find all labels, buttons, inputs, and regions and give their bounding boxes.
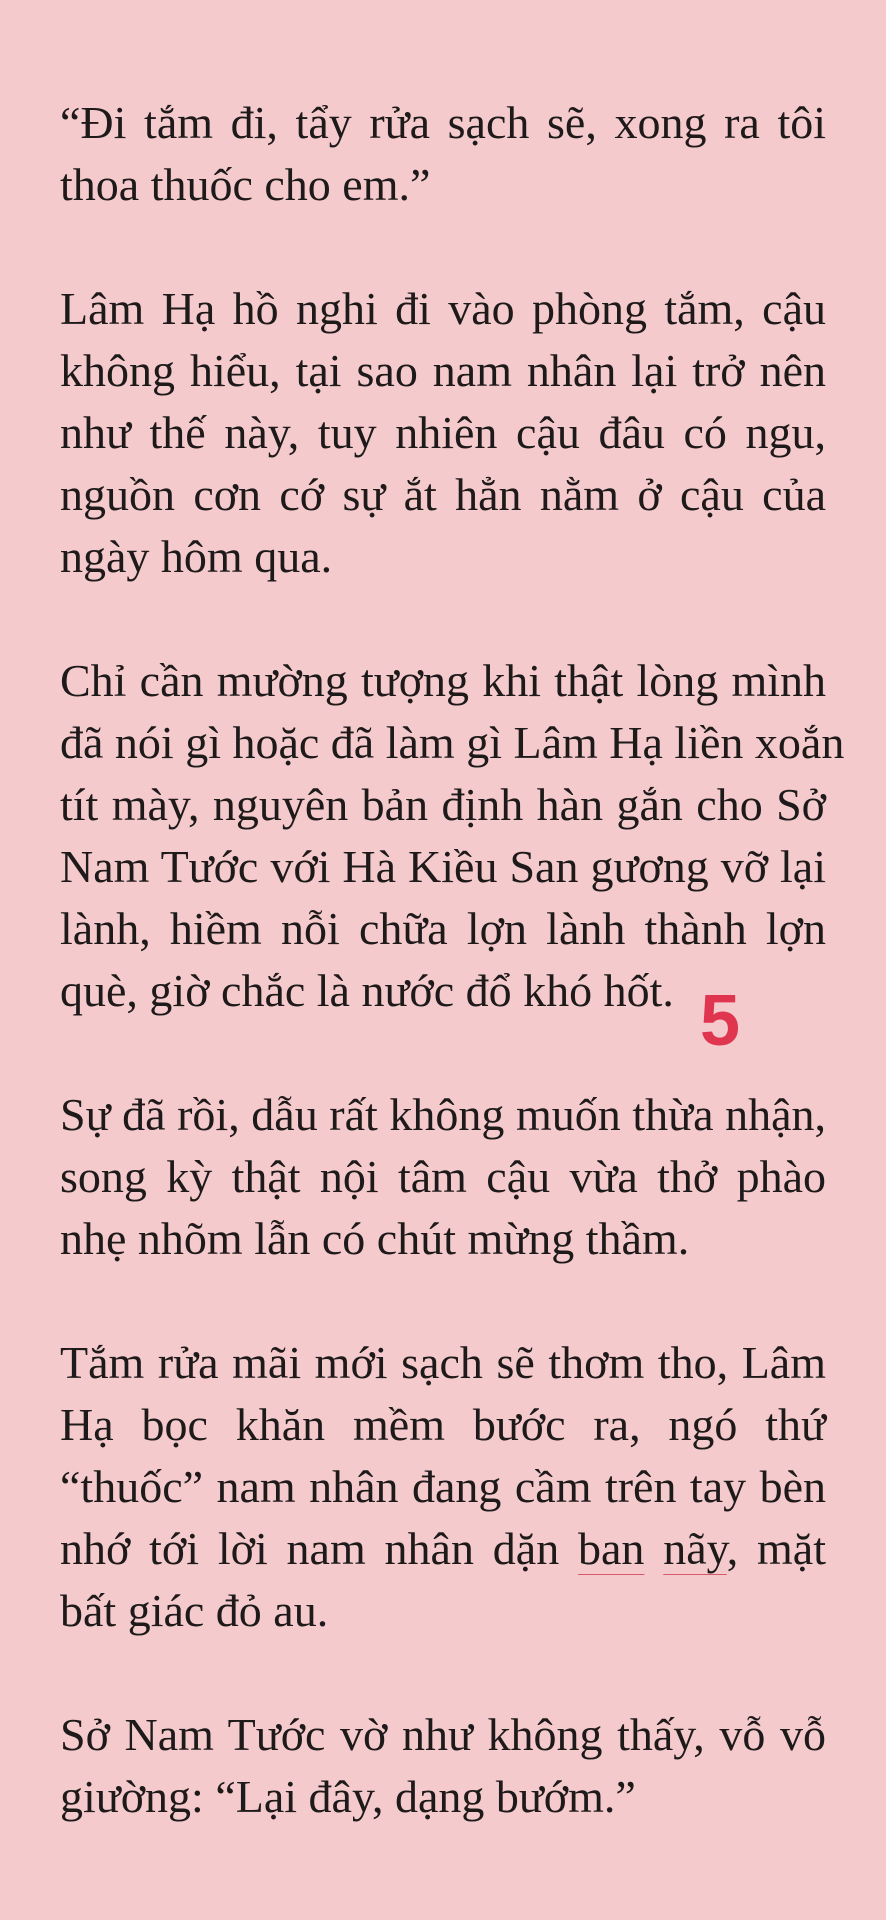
text-line: như thế này, tuy nhiên cậu đâu có ngu,: [60, 407, 826, 458]
paragraph-4: [60, 1084, 826, 1270]
text-line: đã nói gì hoặc đã làm gì Lâm Hạ liền xoắn: [60, 717, 845, 768]
paragraph-3: [60, 650, 845, 1022]
text-segment: , mặt: [726, 1523, 826, 1574]
text-line: tít mày, nguyên bản định hàn gắn cho Sở: [60, 779, 826, 830]
text-line-with-underlines: [60, 1518, 826, 1580]
text-segment: [644, 1523, 663, 1574]
text-line: Sự đã rồi, dẫu rất không muốn thừa nhận,: [60, 1089, 826, 1140]
paragraph-6: [60, 1704, 826, 1828]
paragraph-5: [60, 1332, 826, 1642]
text-line: nhẹ nhõm lẫn có chút mừng thầm.: [60, 1213, 690, 1264]
underlined-word: ban: [578, 1523, 645, 1574]
text-line: không hiểu, tại sao nam nhân lại trở nên: [60, 345, 826, 396]
paragraph-1: [60, 92, 826, 216]
text-segment: nhớ tới lời nam nhân dặn: [60, 1523, 579, 1574]
paragraph-2: [60, 278, 826, 588]
text-line: Sở Nam Tước vờ như không thấy, vỗ vỗ: [60, 1709, 826, 1760]
underlined-word: nãy: [663, 1523, 727, 1574]
text-line: què, giờ chắc là nước đổ khó hốt.: [60, 965, 674, 1016]
text-line: Nam Tước với Hà Kiều San gương vỡ lại: [60, 841, 826, 892]
text-line: thoa thuốc cho em.”: [60, 159, 431, 210]
text-line: song kỳ thật nội tâm cậu vừa thở phào: [60, 1151, 826, 1202]
text-line: giường: “Lại đây, dạng bướm.”: [60, 1771, 636, 1822]
page-number-marker: 5: [700, 981, 741, 1061]
text-line: ngày hôm qua.: [60, 531, 333, 582]
text-line: Tắm rửa mãi mới sạch sẽ thơm tho, Lâm: [60, 1337, 826, 1388]
text-line: Lâm Hạ hồ nghi đi vào phòng tắm, cậu: [60, 283, 826, 334]
text-line: “Đi tắm đi, tẩy rửa sạch sẽ, xong ra tôi: [60, 97, 826, 148]
text-line: bất giác đỏ au.: [60, 1585, 329, 1636]
text-line: Hạ bọc khăn mềm bước ra, ngó thứ: [60, 1399, 826, 1450]
text-line: “thuốc” nam nhân đang cầm trên tay bèn: [60, 1461, 826, 1512]
text-line: lành, hiềm nỗi chữa lợn lành thành lợn: [60, 903, 826, 954]
text-line: Chỉ cần mường tượng khi thật lòng mình: [60, 655, 826, 706]
text-line: nguồn cơn cớ sự ắt hẳn nằm ở cậu của: [60, 469, 826, 520]
